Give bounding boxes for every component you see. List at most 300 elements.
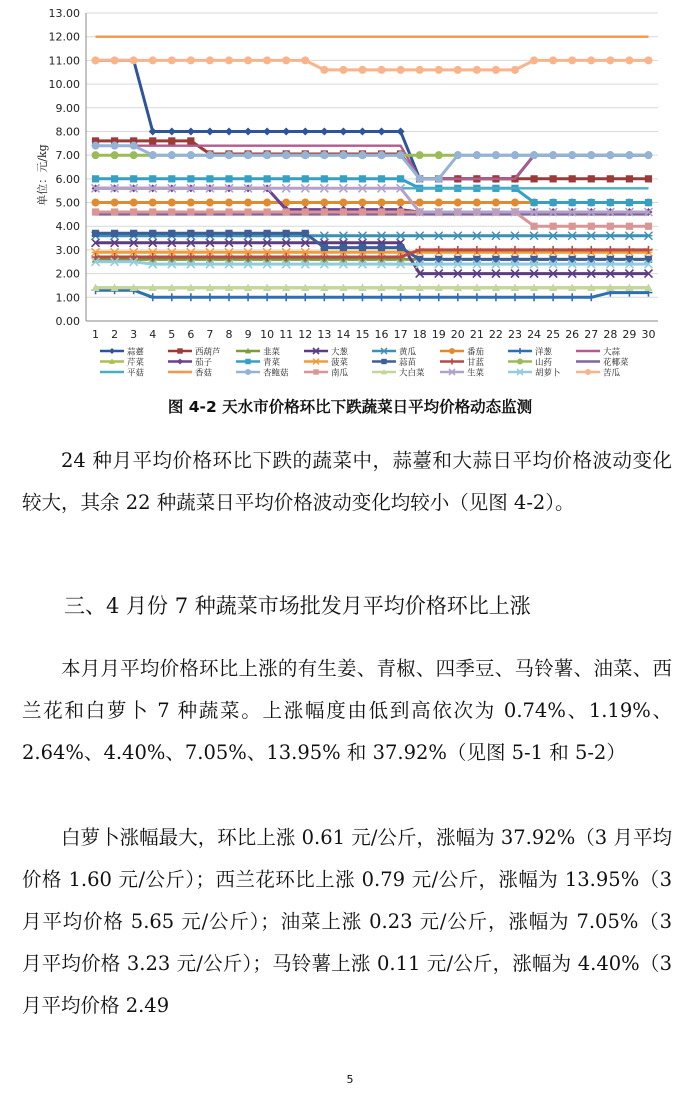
- legend-label: 大蒜: [603, 347, 621, 358]
- series-2: [92, 137, 652, 182]
- x-tick-label: 30: [641, 328, 656, 341]
- data-point: [435, 293, 443, 301]
- data-point: [626, 175, 633, 182]
- series-8: [96, 146, 649, 179]
- data-point: [283, 230, 290, 237]
- data-point: [606, 232, 614, 240]
- data-point: [569, 199, 576, 206]
- data-point: [626, 199, 633, 206]
- data-point: [588, 223, 595, 230]
- data-point: [92, 175, 99, 182]
- x-tick-label: 19: [431, 328, 446, 341]
- data-point: [492, 293, 500, 301]
- x-tick-label: 4: [149, 328, 157, 341]
- data-point: [111, 230, 118, 237]
- legend-label: 西葫芦: [195, 347, 221, 358]
- data-point: [168, 137, 175, 144]
- price-line-chart: [0, 0, 700, 385]
- series-line: [96, 146, 649, 179]
- data-point: [378, 127, 386, 135]
- data-point: [244, 230, 251, 237]
- data-point: [206, 230, 213, 237]
- data-point: [149, 127, 157, 135]
- section-heading: 三、4 月份 7 种蔬菜市场批发月平均价格环比上涨: [64, 594, 531, 618]
- y-tick-label: 7.00: [55, 149, 80, 163]
- x-tick-label: 6: [187, 328, 195, 341]
- data-point: [264, 230, 271, 237]
- y-tick-label: 8.00: [55, 125, 80, 139]
- data-point: [416, 66, 424, 74]
- legend-label: 菠菜: [331, 358, 349, 368]
- data-point: [378, 208, 385, 215]
- y-tick-label: 4.00: [55, 220, 80, 234]
- data-point: [416, 293, 424, 301]
- y-tick-label: 2.00: [55, 267, 80, 281]
- data-point: [359, 208, 366, 215]
- data-point: [244, 127, 252, 135]
- legend-label: 花椰菜: [603, 358, 629, 368]
- legend-item: [576, 357, 629, 368]
- x-tick-label: 9: [244, 328, 252, 341]
- data-point: [378, 151, 386, 159]
- x-tick-label: 14: [336, 328, 351, 341]
- data-point: [625, 56, 633, 64]
- legend-item: [576, 347, 621, 358]
- data-point: [225, 199, 233, 207]
- data-point: [225, 208, 232, 215]
- data-point: [301, 293, 309, 301]
- data-point: [397, 293, 405, 301]
- data-point: [569, 175, 576, 182]
- data-point: [206, 175, 213, 182]
- data-point: [454, 232, 462, 240]
- data-point: [397, 232, 405, 240]
- data-point: [282, 56, 290, 64]
- data-point: [282, 127, 290, 135]
- data-point: [645, 223, 652, 230]
- x-tick-label: 1: [92, 328, 100, 341]
- x-tick-label: 13: [317, 328, 332, 341]
- data-point: [511, 199, 519, 207]
- y-tick-labels: [49, 7, 81, 328]
- legend-label: 蒜薹: [127, 347, 145, 358]
- y-tick-label: 6.00: [55, 172, 80, 186]
- data-point: [92, 230, 99, 237]
- x-tick-label: 27: [584, 328, 599, 341]
- x-tick-label: 10: [260, 328, 275, 341]
- data-point: [206, 208, 213, 215]
- legend-item: [372, 347, 417, 358]
- data-point: [111, 142, 119, 150]
- series-line: [96, 290, 649, 297]
- data-point: [302, 175, 309, 182]
- data-point: [187, 56, 195, 64]
- data-point: [168, 199, 176, 207]
- data-point: [607, 223, 614, 230]
- data-point: [149, 56, 157, 64]
- x-tick-label: 25: [546, 328, 561, 341]
- data-point: [587, 56, 595, 64]
- data-point: [168, 127, 176, 135]
- data-point: [320, 199, 328, 207]
- data-point: [435, 151, 443, 159]
- legend-label: 韭菜: [263, 347, 281, 358]
- x-tick-label: 29: [622, 328, 637, 341]
- data-point: [644, 151, 652, 159]
- data-point: [149, 293, 157, 301]
- data-point: [130, 199, 138, 207]
- data-point: [473, 232, 481, 240]
- data-point: [530, 175, 537, 182]
- y-axis-label: 单位：元/kg: [36, 144, 49, 206]
- data-point: [568, 151, 576, 159]
- data-point: [454, 151, 462, 159]
- data-point: [320, 151, 328, 159]
- figure-caption: 图 4-2 天水市价格环比下跌蔬菜日平均价格动态监测: [167, 398, 533, 416]
- data-point: [263, 199, 271, 207]
- legend-label: 苦瓜: [603, 368, 621, 379]
- x-tick-label: 15: [355, 328, 370, 341]
- data-point: [511, 66, 519, 74]
- series-line: [96, 60, 649, 178]
- series-19: [92, 142, 653, 183]
- y-tick-label: 13.00: [48, 7, 80, 20]
- legend-label: 胡萝卜: [535, 368, 561, 379]
- data-point: [435, 66, 443, 74]
- legend-item: [100, 368, 145, 379]
- data-point: [397, 127, 405, 135]
- paragraph-rise-summary: 本月月平均价格环比上涨的有生姜、青椒、四季豆、马铃薯、油菜、西兰花和白萝卜 7 种蔬菜。上涨幅度由低到高依次为 0.74%、1.19%、2.64%、4.40%、7.05%、13.95% 和 37.92%（见图 5-1 和 5-2）: [22, 657, 672, 764]
- data-point: [435, 175, 443, 183]
- data-point: [111, 175, 118, 182]
- legend-item: [372, 368, 425, 379]
- data-point: [130, 56, 138, 64]
- x-tick-labels: [92, 328, 655, 341]
- data-point: [588, 175, 595, 182]
- data-point: [187, 137, 194, 144]
- data-point: [244, 56, 252, 64]
- data-point: [206, 151, 214, 159]
- data-point: [225, 56, 233, 64]
- data-point: [244, 208, 251, 215]
- data-point: [168, 175, 175, 182]
- data-point: [321, 208, 328, 215]
- data-point: [511, 232, 519, 240]
- data-point: [492, 232, 500, 240]
- legend-label: 生菜: [467, 368, 485, 379]
- x-tick-label: 22: [488, 328, 503, 341]
- data-point: [282, 293, 290, 301]
- data-point: [454, 66, 462, 74]
- data-point: [397, 208, 404, 215]
- data-point: [225, 293, 233, 301]
- legend-label: 青菜: [263, 358, 281, 368]
- data-point: [473, 66, 481, 74]
- data-point: [130, 151, 138, 159]
- legend-item: [100, 357, 145, 368]
- data-point: [644, 232, 652, 240]
- x-tick-label: 20: [450, 328, 465, 341]
- legend-label: 番茄: [467, 347, 485, 358]
- data-point: [187, 127, 195, 135]
- legend-item: [236, 368, 289, 379]
- data-point: [378, 232, 386, 240]
- data-point: [339, 232, 347, 240]
- data-point: [359, 175, 366, 182]
- x-tick-label: 21: [469, 328, 484, 341]
- x-tick-label: 12: [298, 328, 313, 341]
- data-point: [587, 232, 595, 240]
- legend-item: [236, 347, 281, 358]
- series-line: [96, 179, 649, 203]
- x-tick-label: 2: [111, 328, 119, 341]
- data-point: [530, 56, 538, 64]
- data-point: [549, 56, 557, 64]
- data-point: [568, 232, 576, 240]
- x-tick-label: 3: [130, 328, 138, 341]
- x-tick-label: 16: [374, 328, 389, 341]
- data-point: [320, 66, 328, 74]
- data-point: [378, 244, 385, 251]
- data-point: [339, 66, 347, 74]
- data-point: [416, 232, 424, 240]
- x-tick-label: 7: [206, 328, 214, 341]
- data-point: [187, 208, 194, 215]
- legend-item: [236, 357, 281, 368]
- y-tick-label: 5.00: [55, 196, 80, 210]
- y-tick-label: 11.00: [48, 54, 80, 68]
- data-point: [244, 199, 252, 207]
- data-point: [168, 56, 176, 64]
- data-point: [607, 175, 614, 182]
- data-point: [263, 56, 271, 64]
- data-point: [397, 175, 404, 182]
- series-line: [96, 188, 649, 212]
- data-point: [168, 151, 176, 159]
- legend-item: [440, 357, 485, 368]
- x-tick-label: 26: [565, 328, 580, 341]
- data-point: [149, 208, 156, 215]
- y-tick-label: 1.00: [55, 291, 80, 305]
- data-point: [416, 175, 424, 183]
- data-point: [283, 208, 290, 215]
- x-tick-label: 18: [412, 328, 427, 341]
- data-point: [301, 56, 309, 64]
- data-point: [225, 127, 233, 135]
- data-point: [321, 244, 328, 251]
- data-point: [301, 151, 309, 159]
- data-point: [358, 66, 366, 74]
- data-point: [511, 293, 519, 301]
- legend-item: [304, 347, 349, 358]
- data-point: [130, 175, 137, 182]
- legend-item: [508, 368, 561, 379]
- legend-label: 蒜苗: [399, 358, 417, 368]
- data-point: [473, 151, 481, 159]
- data-point: [264, 175, 271, 182]
- data-point: [645, 199, 652, 206]
- legend-item: [372, 357, 417, 368]
- data-point: [244, 293, 252, 301]
- data-point: [168, 230, 175, 237]
- legend-item: [576, 368, 621, 379]
- data-point: [340, 244, 347, 251]
- data-point: [339, 199, 347, 207]
- data-point: [320, 293, 328, 301]
- data-point: [416, 199, 424, 207]
- data-point: [511, 151, 519, 159]
- data-point: [549, 151, 557, 159]
- legend-label: 平菇: [127, 368, 145, 379]
- data-point: [626, 223, 633, 230]
- data-point: [149, 137, 156, 144]
- legend-item: [440, 347, 485, 358]
- data-point: [263, 293, 271, 301]
- data-point: [473, 199, 481, 207]
- data-point: [530, 151, 538, 159]
- data-point: [130, 208, 137, 215]
- data-point: [149, 230, 156, 237]
- x-tick-label: 11: [279, 328, 294, 341]
- legend-item: [168, 357, 213, 368]
- data-point: [320, 232, 328, 240]
- data-point: [550, 199, 557, 206]
- data-point: [358, 151, 366, 159]
- legend-item: [440, 368, 485, 379]
- data-point: [378, 293, 386, 301]
- data-point: [378, 66, 386, 74]
- legend-item: [508, 357, 553, 368]
- data-point: [530, 232, 538, 240]
- data-point: [359, 244, 366, 251]
- data-point: [263, 127, 271, 135]
- page-number: 5: [346, 1073, 354, 1086]
- x-tick-label: 5: [168, 328, 176, 341]
- series-24: [92, 56, 653, 73]
- data-point: [225, 230, 232, 237]
- x-tick-label: 28: [603, 328, 618, 341]
- data-point: [149, 151, 157, 159]
- data-point: [473, 293, 481, 301]
- data-point: [606, 151, 614, 159]
- data-point: [435, 232, 443, 240]
- data-point: [587, 151, 595, 159]
- data-point: [225, 175, 232, 182]
- data-point: [244, 151, 252, 159]
- data-point: [168, 293, 176, 301]
- data-point: [187, 293, 195, 301]
- data-point: [206, 127, 214, 135]
- data-point: [187, 230, 194, 237]
- data-point: [549, 232, 557, 240]
- data-point: [301, 127, 309, 135]
- data-point: [358, 232, 366, 240]
- data-point: [283, 175, 290, 182]
- data-point: [378, 199, 386, 207]
- legend-label: 大葱: [331, 347, 349, 358]
- data-point: [302, 230, 309, 237]
- data-point: [244, 175, 251, 182]
- series-line: [96, 146, 649, 179]
- data-point: [187, 151, 195, 159]
- legend-label: 黄瓜: [399, 347, 417, 358]
- data-point: [435, 199, 443, 207]
- chart-legend: [100, 347, 629, 379]
- legend-item: [168, 368, 213, 379]
- legend-item: [304, 357, 349, 368]
- data-point: [358, 293, 366, 301]
- data-point: [358, 199, 366, 207]
- data-point: [607, 199, 614, 206]
- data-point: [588, 199, 595, 206]
- legend-label: 甘蓝: [467, 358, 485, 368]
- data-point: [301, 199, 309, 207]
- data-point: [225, 151, 233, 159]
- data-point: [606, 56, 614, 64]
- data-point: [339, 293, 347, 301]
- data-point: [568, 293, 576, 301]
- data-point: [187, 175, 194, 182]
- data-point: [92, 56, 100, 64]
- data-point: [92, 208, 99, 215]
- data-point: [416, 151, 424, 159]
- data-point: [339, 127, 347, 135]
- legend-label: 芹菜: [127, 358, 145, 368]
- data-point: [397, 66, 405, 74]
- y-tick-label: 9.00: [55, 101, 80, 115]
- data-point: [321, 175, 328, 182]
- y-tick-label: 3.00: [55, 243, 80, 257]
- y-tick-label: 12.00: [48, 30, 80, 44]
- data-point: [378, 175, 385, 182]
- data-point: [92, 142, 100, 150]
- data-point: [320, 127, 328, 135]
- series-21: [92, 284, 653, 291]
- data-point: [569, 223, 576, 230]
- x-tick-label: 24: [527, 328, 542, 341]
- data-point: [92, 199, 100, 207]
- legend-label: 杏鲍菇: [263, 368, 289, 379]
- data-point: [397, 151, 405, 159]
- data-point: [550, 175, 557, 182]
- data-point: [340, 175, 347, 182]
- legend-item: [168, 347, 221, 358]
- data-point: [644, 56, 652, 64]
- data-point: [111, 199, 119, 207]
- data-point: [130, 142, 138, 150]
- legend-label: 大白菜: [399, 368, 425, 379]
- legend-item: [100, 347, 145, 358]
- data-point: [530, 223, 537, 230]
- data-point: [645, 175, 652, 182]
- data-point: [340, 208, 347, 215]
- data-point: [264, 208, 271, 215]
- x-tick-label: 8: [225, 328, 233, 341]
- data-point: [339, 151, 347, 159]
- x-tick-label: 17: [393, 328, 408, 341]
- series-1: [92, 56, 653, 182]
- legend-label: 南瓜: [331, 368, 349, 379]
- data-point: [263, 151, 271, 159]
- data-point: [492, 151, 500, 159]
- data-point: [206, 199, 214, 207]
- data-point: [358, 127, 366, 135]
- paragraph-rise-details: 白萝卜涨幅最大，环比上涨 0.61 元/公斤，涨幅为 37.92%（3 月平均价格 1.60 元/公斤）；西兰花环比上涨 0.79 元/公斤，涨幅为 13.95%（3 月平均价格 5.65 元/公斤）；油菜上涨 0.23 元/公斤，涨幅为 7.05%（3 月平均价格 3.23 元/公斤）；马铃薯上涨 0.11 元/公斤，涨幅为 4.40%（3 月平均价格 2.49: [22, 826, 672, 1017]
- data-point: [130, 230, 137, 237]
- legend-item: [304, 368, 349, 379]
- data-point: [187, 199, 195, 207]
- data-point: [625, 232, 633, 240]
